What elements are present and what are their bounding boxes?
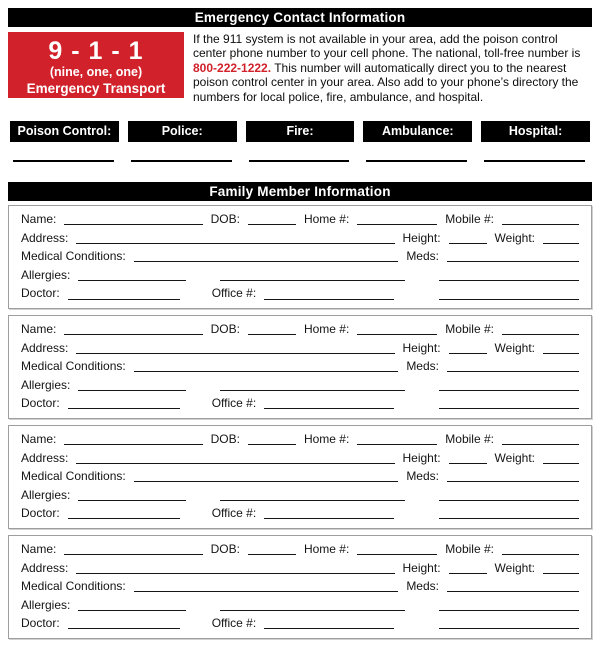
home-phone-input-line[interactable]: [357, 554, 437, 555]
allergies-label: Allergies:: [21, 597, 71, 612]
name-label: Name:: [21, 212, 57, 227]
home-phone-label: Home #:: [303, 322, 350, 336]
member-row-name: [21, 430, 579, 449]
contact-cell-hospital: [481, 160, 590, 162]
medical-conditions-input-line[interactable]: [134, 481, 399, 482]
intro-section: [8, 32, 592, 113]
office-phone-input-line[interactable]: [264, 299, 394, 300]
contact-number-input-line-police[interactable]: [131, 160, 232, 162]
address-label: Address:: [21, 450, 69, 465]
meds-continuation-line-1[interactable]: [439, 280, 579, 281]
mobile-phone-input-line[interactable]: [502, 444, 579, 445]
allergies-input-line[interactable]: [78, 610, 186, 611]
name-label: Name:: [21, 541, 57, 556]
allergies-label: Allergies:: [21, 377, 71, 392]
allergies-input-line[interactable]: [78, 280, 186, 281]
allergies-continuation-line[interactable]: [220, 500, 405, 501]
member-row-name: [21, 540, 579, 559]
member-row-medical: [21, 357, 579, 376]
family-member-blocks: [8, 205, 592, 639]
home-phone-label: Home #:: [303, 431, 350, 446]
address-input-line[interactable]: [76, 573, 394, 574]
family-member-block-1: [8, 205, 592, 309]
member-row-medical: [21, 577, 579, 596]
contact-number-input-line-hospital[interactable]: [484, 160, 585, 162]
meds-continuation-line-1[interactable]: [439, 390, 579, 391]
medical-conditions-label: Medical Conditions:: [21, 249, 126, 264]
dob-input-line[interactable]: [248, 224, 296, 225]
member-row-allergies: [21, 266, 579, 285]
contact-label-fire: Fire:: [246, 121, 355, 142]
member-row-allergies: [21, 596, 579, 615]
allergies-continuation-line[interactable]: [220, 610, 405, 611]
meds-continuation-line-2[interactable]: [439, 518, 579, 519]
mobile-phone-input-line[interactable]: [502, 334, 579, 335]
name-input-line[interactable]: [64, 334, 202, 335]
meds-continuation-line-1[interactable]: [439, 500, 579, 501]
dob-label: DOB:: [210, 431, 240, 446]
member-row-address: [21, 339, 579, 358]
doctor-input-line[interactable]: [68, 628, 180, 629]
emergency-911-number: 9 - 1 - 1: [48, 37, 144, 65]
contact-cell-fire: [246, 160, 355, 162]
doctor-label: Doctor:: [21, 506, 60, 521]
family-member-block-4: [8, 535, 592, 639]
contact-number-input-line-ambulance[interactable]: [366, 160, 467, 162]
dob-input-line[interactable]: [248, 444, 296, 445]
medical-conditions-label: Medical Conditions:: [21, 579, 126, 594]
meds-label: Meds:: [406, 579, 439, 594]
member-row-address: [21, 449, 579, 468]
meds-label: Meds:: [406, 469, 439, 484]
allergies-input-line[interactable]: [78, 500, 186, 501]
height-label: Height:: [402, 340, 441, 355]
member-row-doctor: [21, 614, 579, 633]
member-row-doctor: [21, 394, 579, 413]
meds-input-line[interactable]: [447, 481, 579, 482]
allergies-continuation-line[interactable]: [220, 280, 405, 281]
name-input-line[interactable]: [64, 444, 202, 445]
emergency-911-box: [8, 32, 184, 113]
contact-number-input-line-fire[interactable]: [249, 160, 350, 162]
name-label: Name:: [21, 322, 57, 336]
instructions-paragraph: [193, 32, 592, 104]
address-input-line[interactable]: [76, 243, 394, 244]
family-member-block-2: [8, 315, 592, 419]
medical-conditions-input-line[interactable]: [134, 371, 399, 372]
meds-continuation-line-2[interactable]: [439, 408, 579, 409]
name-input-line[interactable]: [64, 554, 202, 555]
office-phone-input-line[interactable]: [264, 518, 394, 519]
height-label: Height:: [402, 230, 441, 245]
office-phone-input-line[interactable]: [264, 408, 394, 409]
weight-input-line[interactable]: [543, 243, 579, 244]
name-label: Name:: [21, 431, 57, 446]
member-row-medical: [21, 247, 579, 266]
meds-input-line[interactable]: [447, 261, 579, 262]
doctor-input-line[interactable]: [68, 408, 180, 409]
allergies-continuation-line[interactable]: [220, 390, 405, 391]
mobile-phone-label: Mobile #:: [445, 212, 494, 227]
contact-label-ambulance: Ambulance:: [363, 121, 472, 142]
member-row-allergies: [21, 376, 579, 395]
weight-label: Weight:: [494, 450, 535, 465]
height-label: Height:: [402, 450, 441, 465]
height-input-line[interactable]: [449, 463, 487, 464]
home-phone-input-line[interactable]: [357, 334, 437, 335]
height-label: Height:: [402, 560, 441, 575]
member-row-address: [21, 559, 579, 578]
emergency-transport-caption: Emergency Transport System: [26, 81, 166, 113]
mobile-phone-label: Mobile #:: [445, 322, 494, 336]
address-label: Address:: [21, 560, 69, 575]
home-phone-label: Home #:: [303, 212, 350, 227]
member-row-address: [21, 229, 579, 248]
dob-input-line[interactable]: [248, 334, 296, 335]
weight-label: Weight:: [494, 230, 535, 245]
dob-label: DOB:: [210, 541, 240, 556]
contact-label-poison-control: Poison Control:: [10, 121, 119, 142]
address-input-line[interactable]: [76, 353, 394, 354]
contact-number-input-line-poison-control[interactable]: [13, 160, 114, 162]
medical-conditions-label: Medical Conditions:: [21, 469, 126, 484]
office-phone-input-line[interactable]: [264, 628, 394, 629]
instructions-text-after: This number will automatically direct you to the nearest poison control center in your area. Also add to your phone’s directory the numbers for local police, fire, ambulance, and hospital.: [193, 60, 579, 104]
name-input-line[interactable]: [64, 224, 202, 225]
medical-conditions-input-line[interactable]: [134, 261, 399, 262]
mobile-phone-label: Mobile #:: [445, 541, 494, 556]
meds-label: Meds:: [406, 359, 439, 374]
family-member-header-banner: Family Member Information: [8, 182, 592, 201]
home-phone-label: Home #:: [303, 541, 350, 556]
office-phone-label: Office #:: [211, 396, 257, 411]
contact-label-police: Police:: [128, 121, 237, 142]
mobile-phone-input-line[interactable]: [502, 224, 579, 225]
height-input-line[interactable]: [449, 243, 487, 244]
family-member-block-3: [8, 425, 592, 529]
contact-cell-ambulance: [363, 160, 472, 162]
medical-conditions-label: Medical Conditions:: [21, 359, 126, 374]
doctor-label: Doctor:: [21, 616, 60, 631]
height-input-line[interactable]: [449, 353, 487, 354]
medical-conditions-input-line[interactable]: [134, 591, 399, 592]
dob-label: DOB:: [210, 322, 240, 336]
instructions-text-before: If the 911 system is not available in your area, add the poison control center phone number to your cell phone. The national, toll-free number is: [193, 32, 581, 61]
weight-label: Weight:: [494, 340, 535, 355]
member-row-doctor: [21, 284, 579, 303]
contact-label-hospital: Hospital:: [481, 121, 590, 142]
doctor-input-line[interactable]: [68, 518, 180, 519]
member-row-name: [21, 210, 579, 229]
height-input-line[interactable]: [449, 573, 487, 574]
weight-label: Weight:: [494, 560, 535, 575]
mobile-phone-label: Mobile #:: [445, 431, 494, 446]
allergies-label: Allergies:: [21, 267, 71, 282]
weight-input-line[interactable]: [543, 353, 579, 354]
member-row-name: [21, 320, 579, 339]
doctor-label: Doctor:: [21, 396, 60, 411]
dob-input-line[interactable]: [248, 554, 296, 555]
emergency-911-words: (nine, one, one): [49, 65, 143, 79]
emergency-contacts-fill-in-row: [10, 160, 590, 162]
home-phone-input-line[interactable]: [357, 444, 437, 445]
weight-input-line[interactable]: [543, 573, 579, 574]
meds-continuation-line-1[interactable]: [439, 610, 579, 611]
allergies-label: Allergies:: [21, 487, 71, 502]
emergency-header-banner: Emergency Contact Information: [8, 8, 592, 27]
meds-label: Meds:: [406, 249, 439, 264]
office-phone-label: Office #:: [211, 506, 257, 521]
address-label: Address:: [21, 230, 69, 245]
member-row-doctor: [21, 504, 579, 523]
allergies-input-line[interactable]: [78, 390, 186, 391]
doctor-input-line[interactable]: [68, 299, 180, 300]
address-label: Address:: [21, 340, 69, 355]
dob-label: DOB:: [210, 212, 240, 227]
meds-input-line[interactable]: [447, 371, 579, 372]
contact-cell-police: [128, 160, 237, 162]
address-input-line[interactable]: [76, 463, 394, 464]
weight-input-line[interactable]: [543, 463, 579, 464]
mobile-phone-input-line[interactable]: [502, 554, 579, 555]
meds-input-line[interactable]: [447, 591, 579, 592]
meds-continuation-line-2[interactable]: [439, 299, 579, 300]
doctor-label: Doctor:: [21, 286, 60, 301]
emergency-contacts-label-row: [10, 121, 590, 142]
home-phone-input-line[interactable]: [357, 224, 437, 225]
office-phone-label: Office #:: [211, 286, 257, 301]
contact-cell-poison-control: [10, 160, 119, 162]
office-phone-label: Office #:: [211, 616, 257, 631]
member-row-medical: [21, 467, 579, 486]
member-row-allergies: [21, 486, 579, 505]
meds-continuation-line-2[interactable]: [439, 628, 579, 629]
poison-control-phone-number: 800-222-1222.: [193, 60, 272, 75]
